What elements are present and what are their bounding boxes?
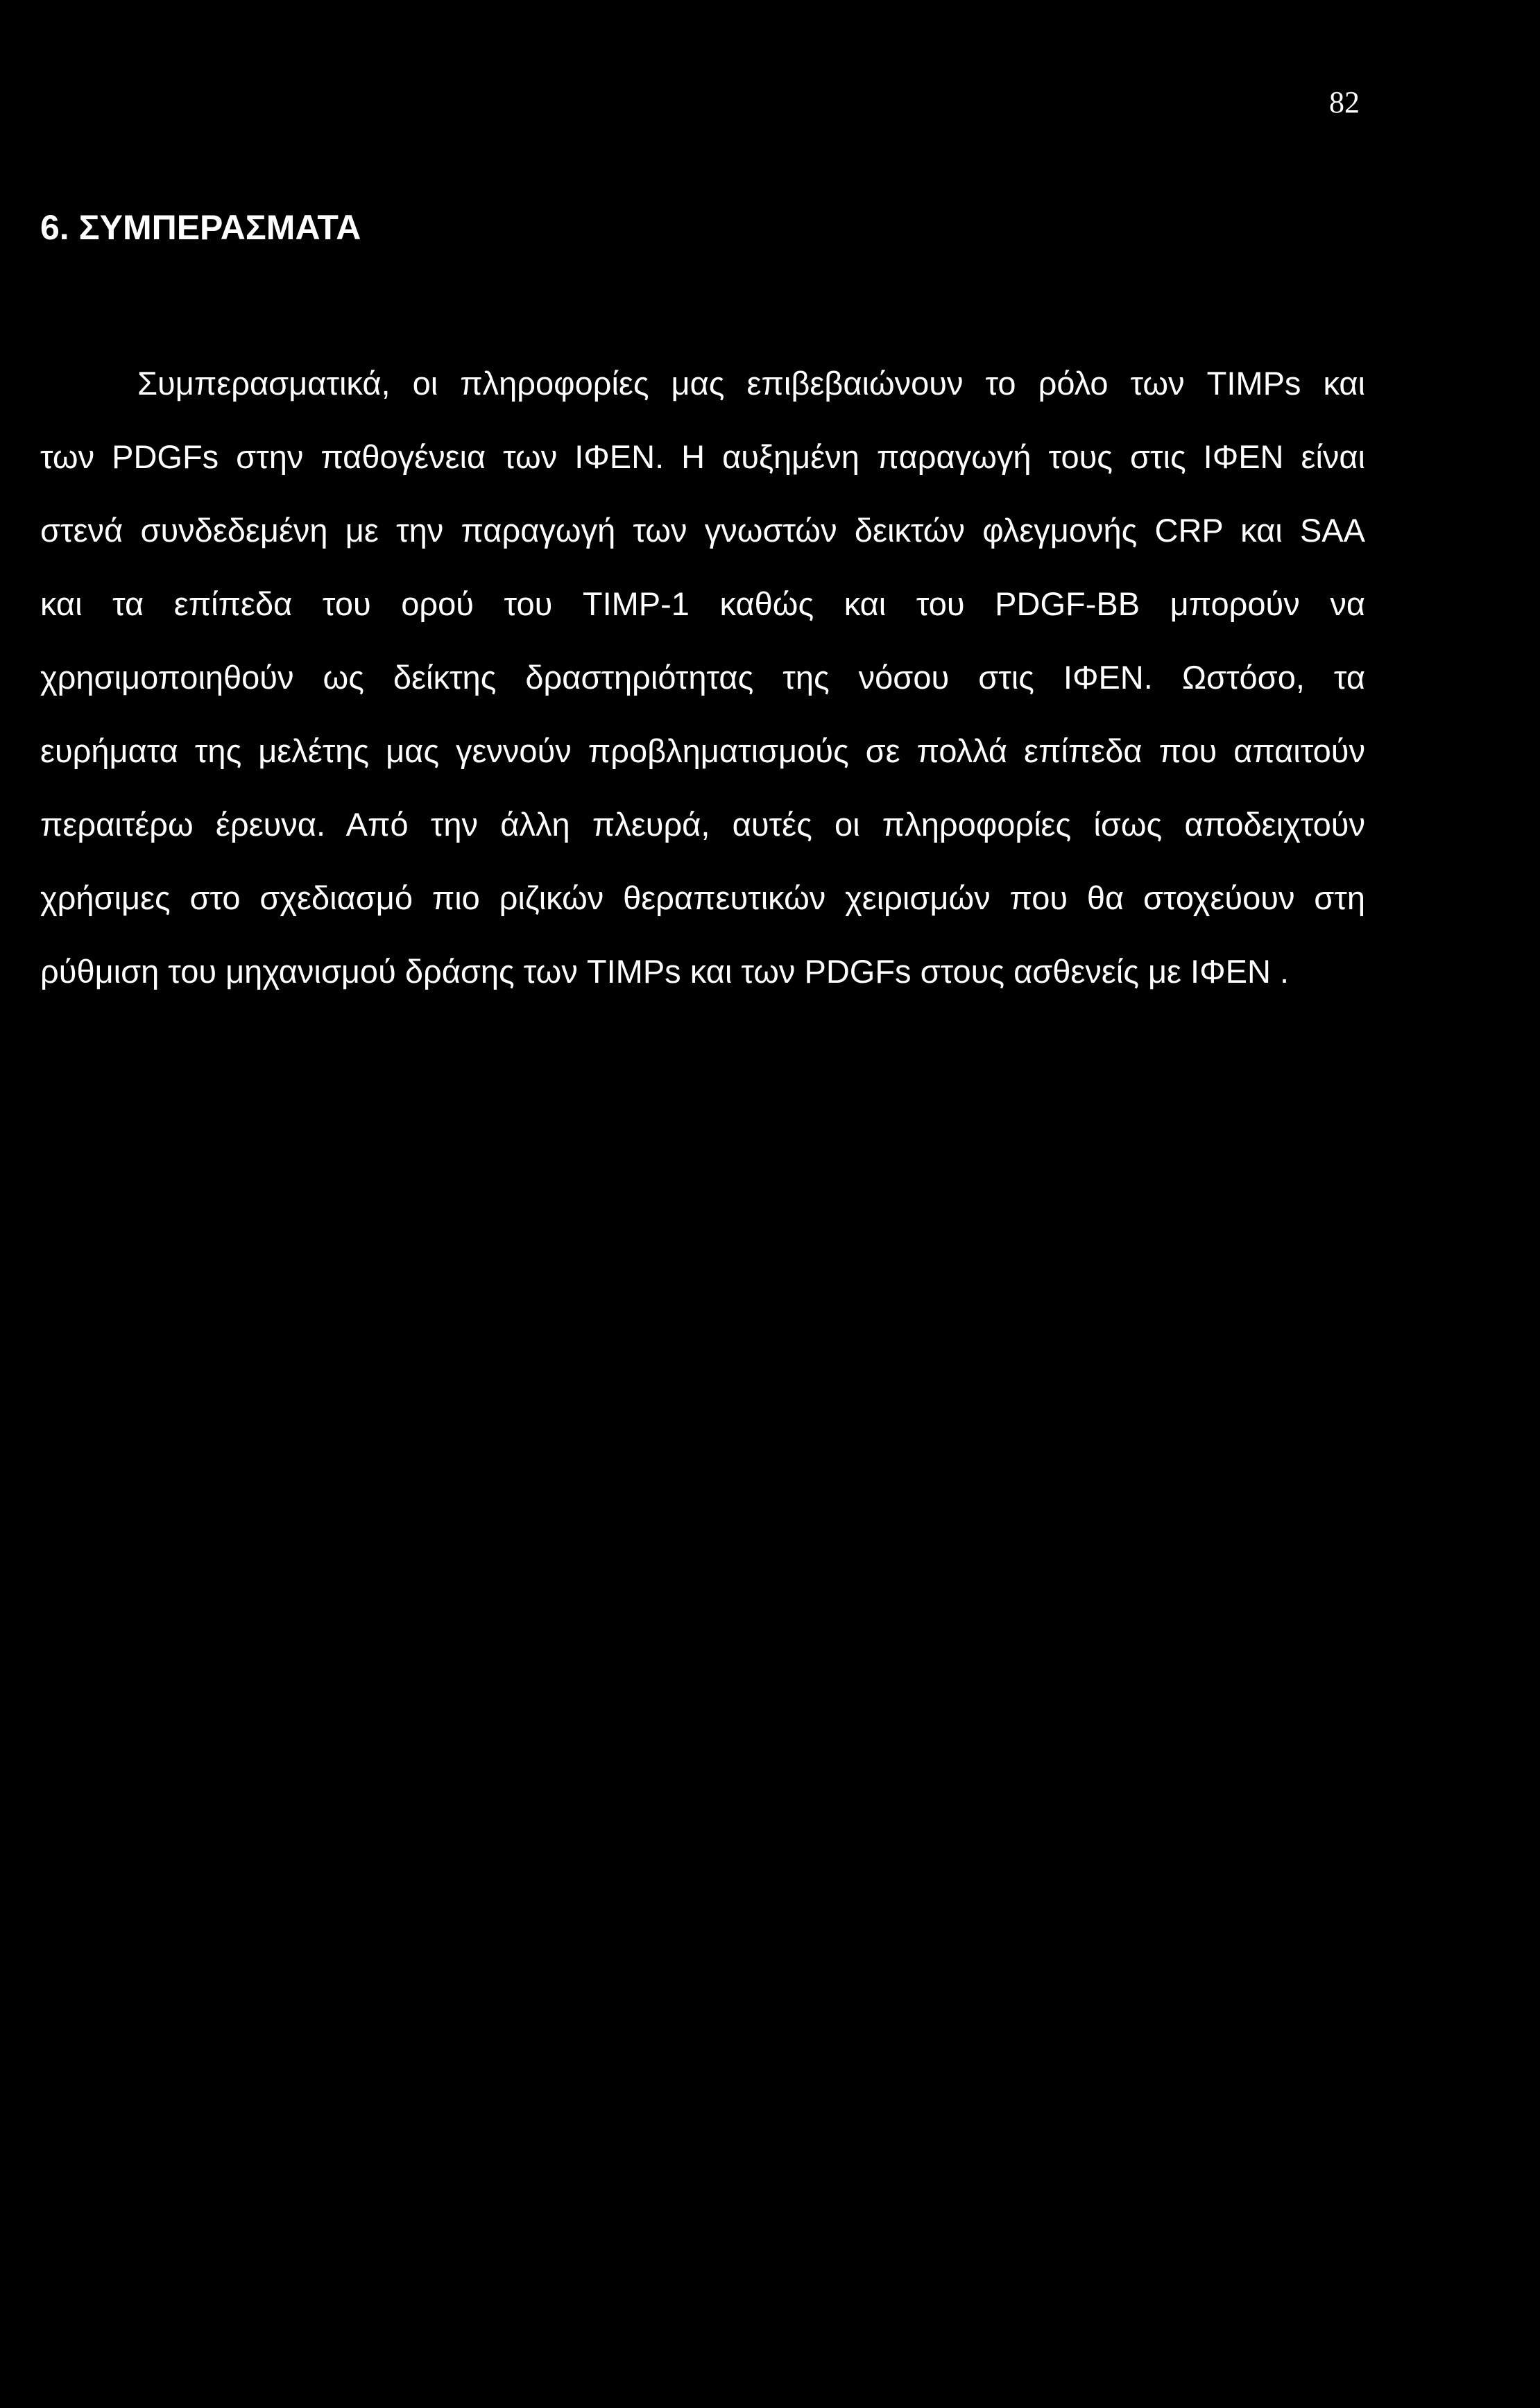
paragraph-line: περαιτέρω έρευνα. Από την άλλη πλευρά, αυτές οι πληροφορίες ίσως αποδειχτούν	[40, 806, 1365, 843]
paragraph-line: ευρήματα της μελέτης μας γεννούν προβληματισμούς σε πολλά επίπεδα που απαιτούν	[40, 732, 1365, 769]
conclusions-paragraph	[40, 359, 1365, 1021]
paragraph-line: χρησιμοποιηθούν ως δείκτης δραστηριότητας της νόσου στις ΙΦΕΝ. Ωστόσο, τα	[40, 659, 1365, 696]
paragraph-line: στενά συνδεδεμένη με την παραγωγή των γνωστών δεικτών φλεγμονής CRP και SAA	[40, 512, 1365, 549]
paragraph-line: των PDGFs στην παθογένεια των ΙΦΕΝ. Η αυξημένη παραγωγή τους στις ΙΦΕΝ είναι	[40, 438, 1365, 475]
paragraph-line: ρύθμιση του μηχανισμού δράσης των TIMPs και των PDGFs στους ασθενείς με ΙΦΕΝ .	[40, 953, 1289, 990]
paragraph-line: και τα επίπεδα του ορού του TIMP-1 καθώς και του PDGF-BB μπορούν να	[40, 585, 1365, 622]
section-heading: 6. ΣΥΜΠΕΡΑΣΜΑΤΑ	[40, 208, 361, 247]
paragraph-line: Συμπερασματικά, οι πληροφορίες μας επιβεβαιώνουν το ρόλο των TIMPs και	[137, 365, 1365, 402]
paragraph-line: χρήσιμες στο σχεδιασμό πιο ριζικών θεραπευτικών χειρισμών που θα στοχεύουν στη	[40, 879, 1365, 916]
page-number: 82	[1329, 85, 1360, 119]
